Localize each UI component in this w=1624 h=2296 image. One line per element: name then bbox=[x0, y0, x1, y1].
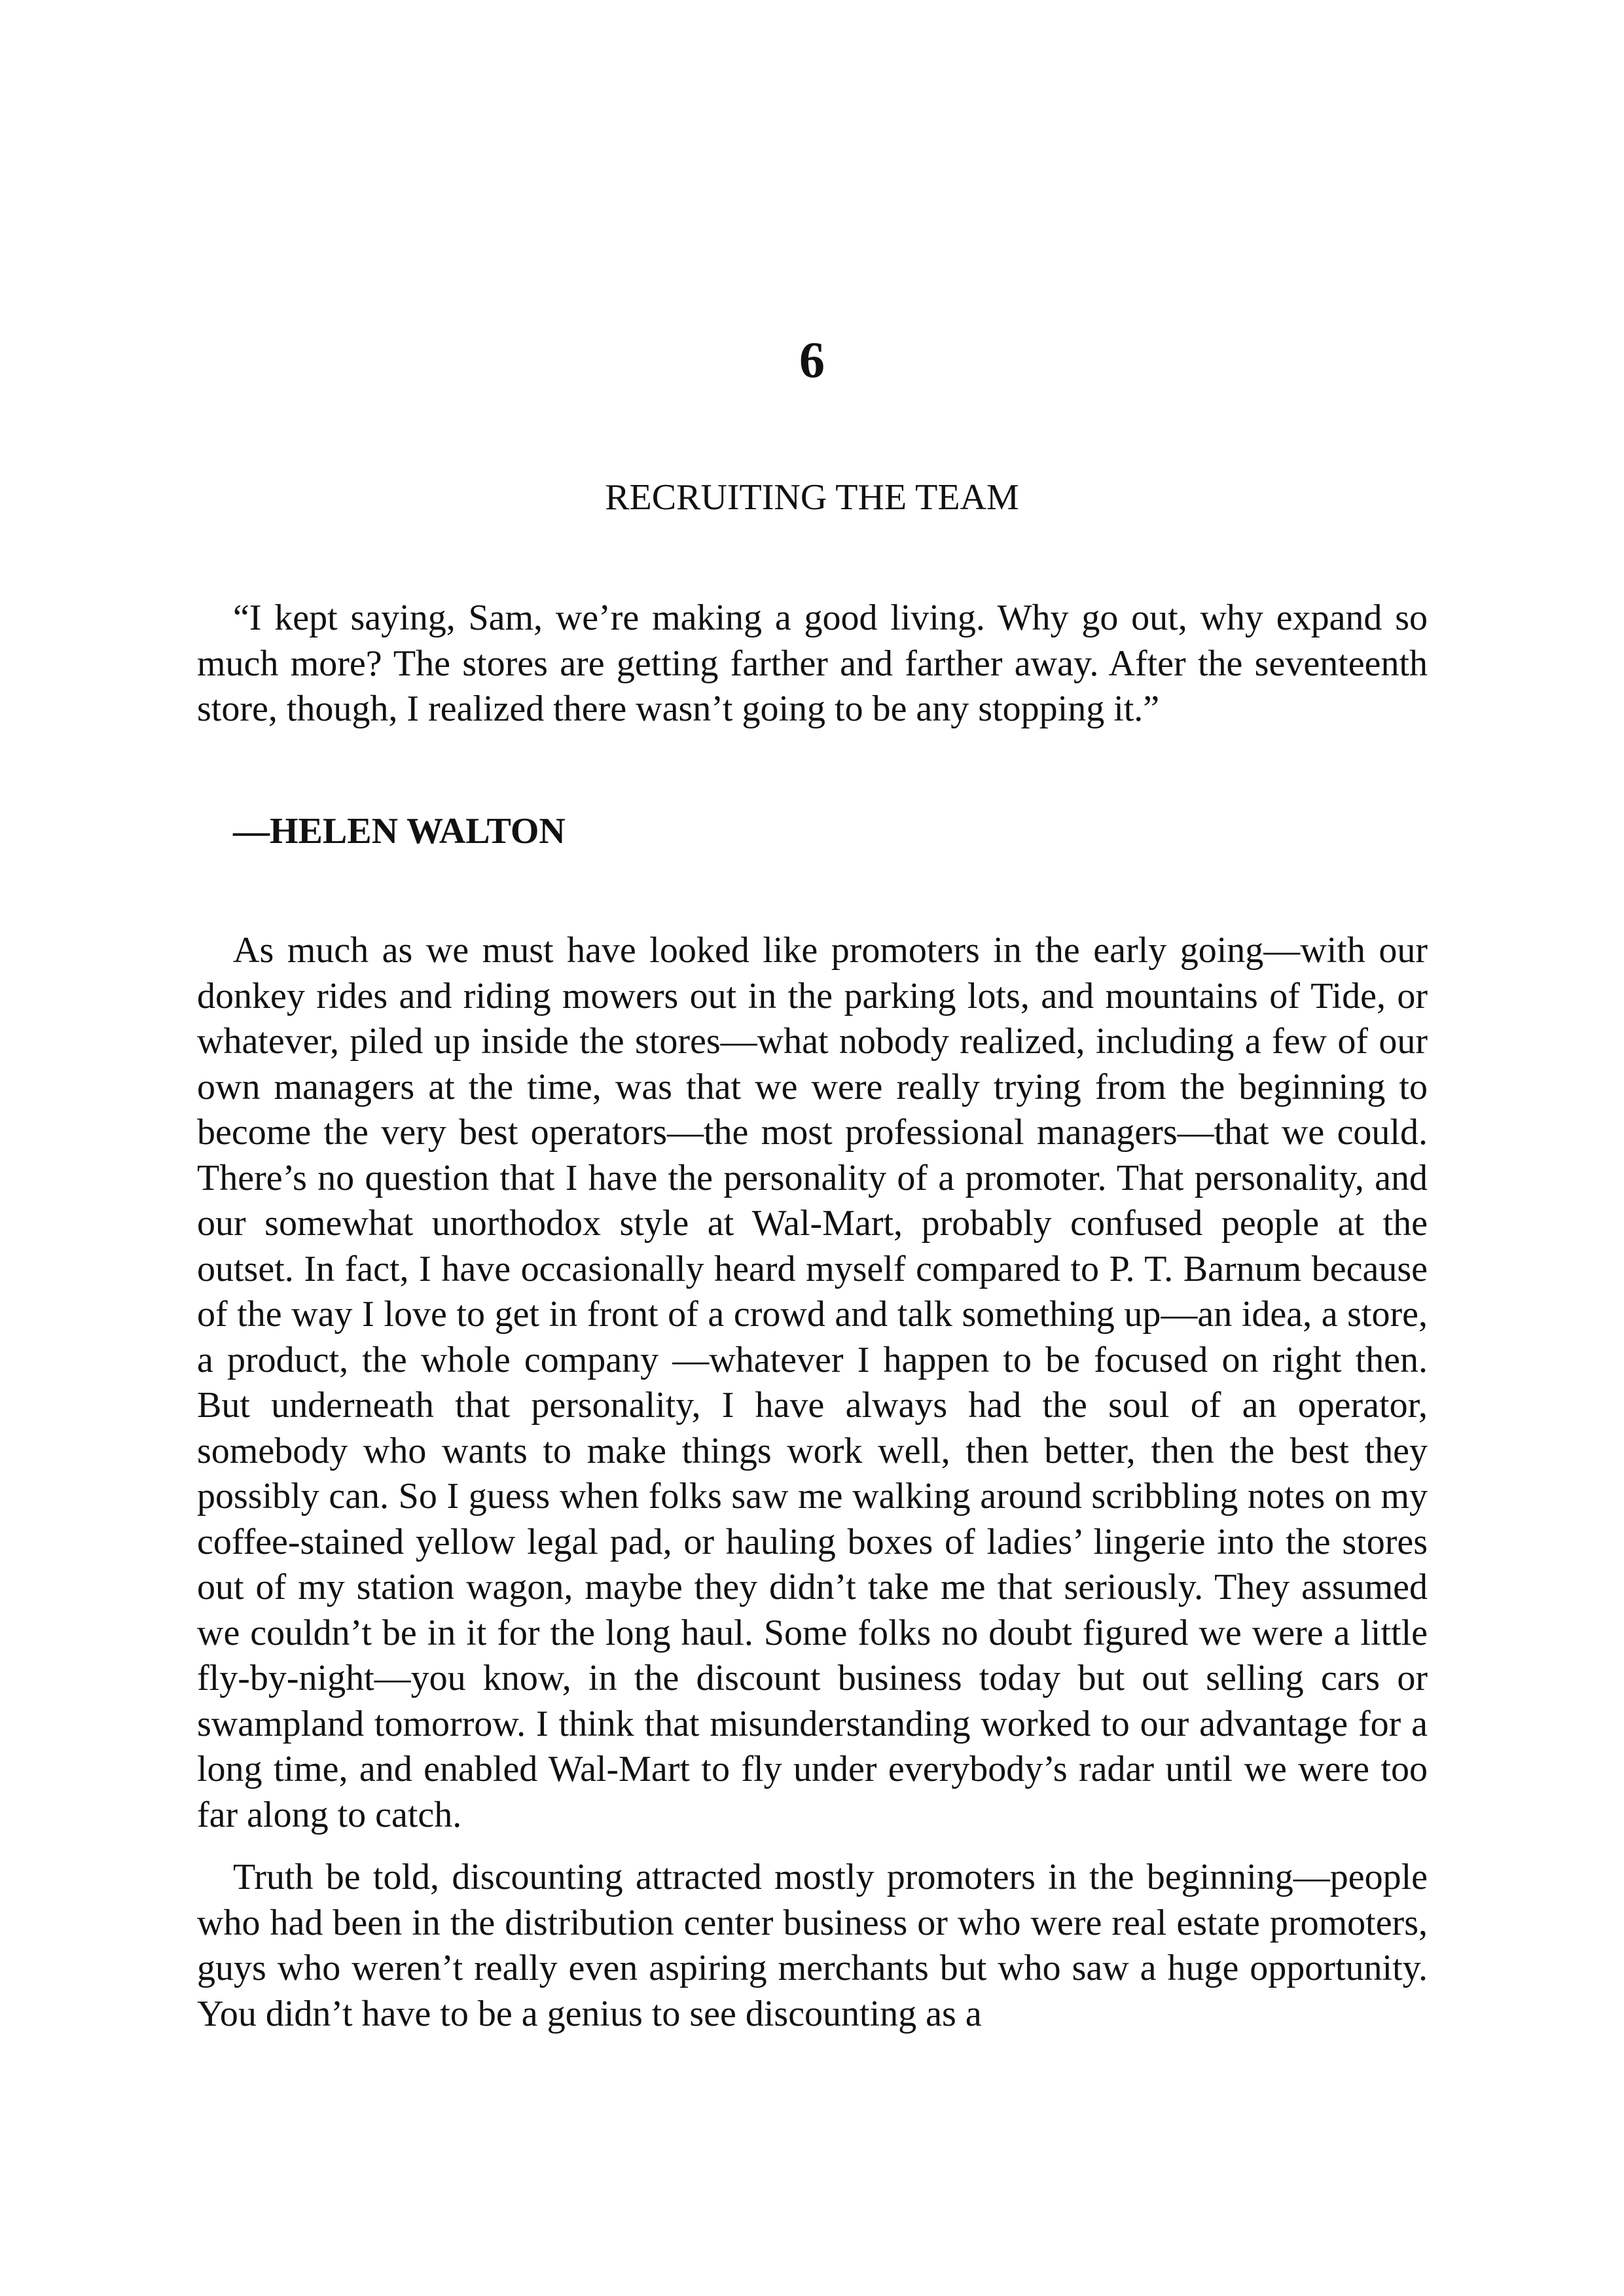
chapter-title: RECRUITING THE TEAM bbox=[605, 477, 1019, 518]
body-text bbox=[197, 928, 1428, 2037]
epigraph-quote: “I kept saying, Sam, we’re making a good living. Why go out, why expand so much more? The stores are getting farther and farther away. After the seventeenth store, though, I realized there wasn’t going to be any stopping it.” bbox=[197, 598, 1428, 729]
paragraph: As much as we must have looked like promoters in the early going—with our donkey rides and riding mowers out in the parking lots, and mountains of Tide, or whatever, piled up inside the stores—what nobody realized, including a few of our own managers at the time, was that we were really trying from the beginning to become the very best operators—the most professional managers—that we could. There’s no question that I have the personality of a promoter. That personality, and our somewhat unorthodox style at Wal-Mart, probably confused people at the outset. In fact, I have occasionally heard myself compared to P. T. Barnum because of the way I love to get in front of a crowd and talk something up—an idea, a store, a product, the whole company —whatever I happen to be focused on right then. But underneath that personality, I have always had the soul of an operator, somebody who wants to make things work well, then better, then the best they possibly can. So I guess when folks saw me walking around scribbling notes on my coffee-stained yellow legal pad, or hauling boxes of ladies’ lingerie into the stores out of my station wagon, maybe they didn’t take me that seriously. They assumed we couldn’t be in it for the long haul. Some folks no doubt figured we were a little fly-by-night—you know, in the discount business today but out selling cars or swampland tomorrow. I think that misunderstanding worked to our advantage for a long time, and enabled Wal-Mart to fly under everybody’s radar until we were too far along to catch. bbox=[197, 930, 1428, 1835]
epigraph bbox=[197, 596, 1428, 732]
epigraph-attribution: —HELEN WALTON bbox=[233, 811, 566, 852]
chapter-number: 6 bbox=[799, 331, 825, 388]
paragraph: Truth be told, discounting attracted mostly promoters in the beginning—people who had been in the distribution center business or who were real estate promoters, guys who weren’t really even aspiring merchants but who saw a huge opportunity. You didn’t have to be a genius to see discounting as a bbox=[197, 1857, 1428, 2034]
